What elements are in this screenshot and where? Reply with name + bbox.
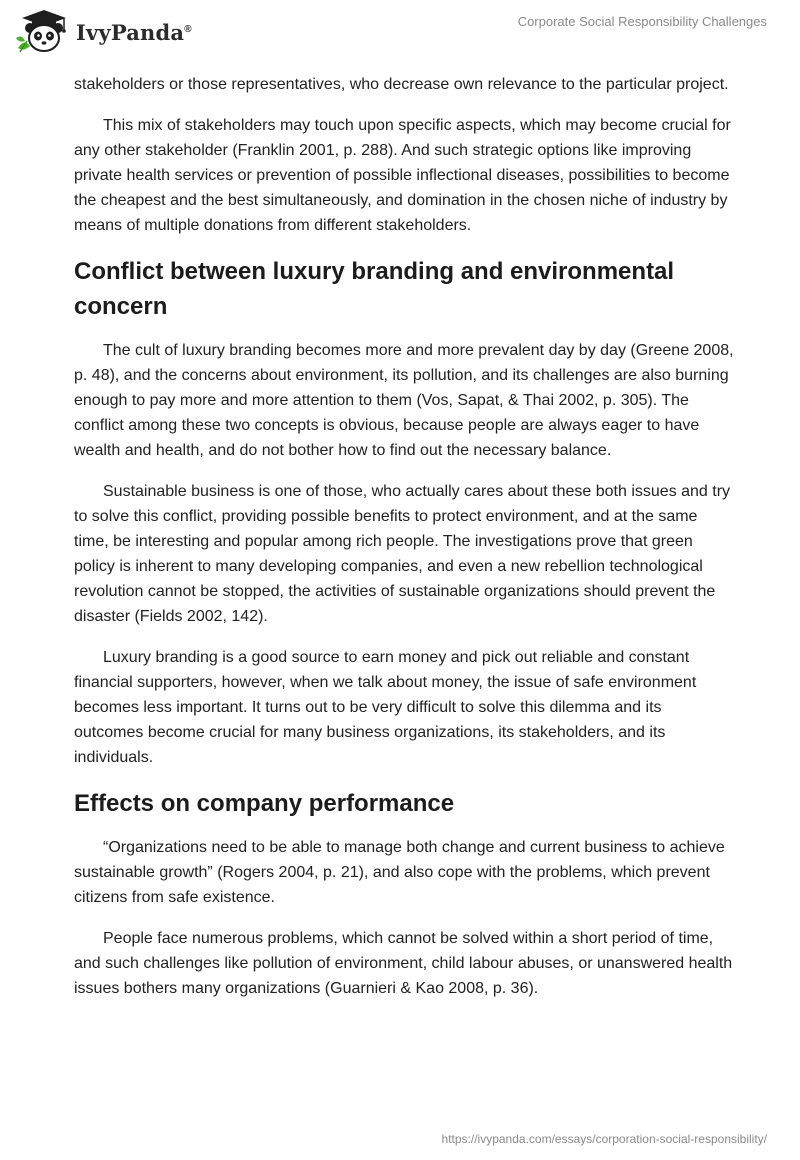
heading-company-performance: Effects on company performance bbox=[74, 790, 455, 817]
logo-wordmark: IvyPanda® bbox=[76, 19, 192, 45]
page-header bbox=[0, 0, 800, 60]
paragraph-intro-continued: stakeholders or those representatives, who decrease own relevance to the particular project. bbox=[74, 76, 729, 93]
ivypanda-logo-link[interactable] bbox=[14, 8, 192, 54]
paragraph-stakeholder-mix: This mix of stakeholders may touch upon specific aspects, which may become crucial for any other stakeholder (Franklin 2001, p. 288). And such strategic options like improving private health services or prevention of possible inflectional diseases, possibilities to become the cheapest and the best simultaneously, and domination in the chosen niche of industry by means of multiple donations from different stakeholders. bbox=[74, 117, 731, 234]
paragraph-sustainable-business: Sustainable business is one of those, who actually cares about these both issues and try to solve this conflict, providing possible benefits to protect environment, and at the same time, be interesting and popular among rich people. The investigations prove that green policy is inherent to many developing companies, and even a new rebellion technological revolution cannot be stopped, the activities of sustainable organizations should prevent the disaster (Fields 2002, 142). bbox=[74, 483, 731, 625]
source-url-link[interactable]: https://ivypanda.com/essays/corporation-social-responsibility/ bbox=[441, 1132, 767, 1146]
document-title: Corporate Social Responsibility Challenges bbox=[517, 14, 767, 29]
paragraph-organizations-quote: “Organizations need to be able to manage both change and current business to achieve sustainable growth” (Rogers 2004, p. 21), and also cope with the problems, which prevent citizens from safe existence. bbox=[74, 839, 725, 906]
paragraph-luxury-money: Luxury branding is a good source to earn money and pick out reliable and constant financial supporters, however, when we talk about money, the issue of safe environment becomes less important. It turns out to be very difficult to solve this dilemma and its outcomes become crucial for many business organizations, its stakeholders, and its individuals. bbox=[74, 649, 697, 766]
panda-graduate-icon bbox=[14, 8, 70, 54]
paragraph-people-problems: People face numerous problems, which cannot be solved within a short period of time, and such challenges like pollution of environment, child labour abuses, or unanswered health issues bothers many organizations (Guarnieri & Kao 2008, p. 36). bbox=[74, 930, 733, 997]
heading-luxury-vs-environment: Conflict between luxury branding and environmental concern bbox=[74, 258, 675, 320]
essay-body bbox=[74, 72, 734, 1017]
paragraph-luxury-cult: The cult of luxury branding becomes more and more prevalent day by day (Greene 2008, p. 48), and the concerns about environment, its pollution, and its challenges are also burning enough to pay more and more attention to them (Vos, Sapat, & Thai 2002, p. 305). The conflict among these two concepts is obvious, because people are always eager to have wealth and health, and do not bother how to find out the necessary balance. bbox=[74, 342, 734, 459]
